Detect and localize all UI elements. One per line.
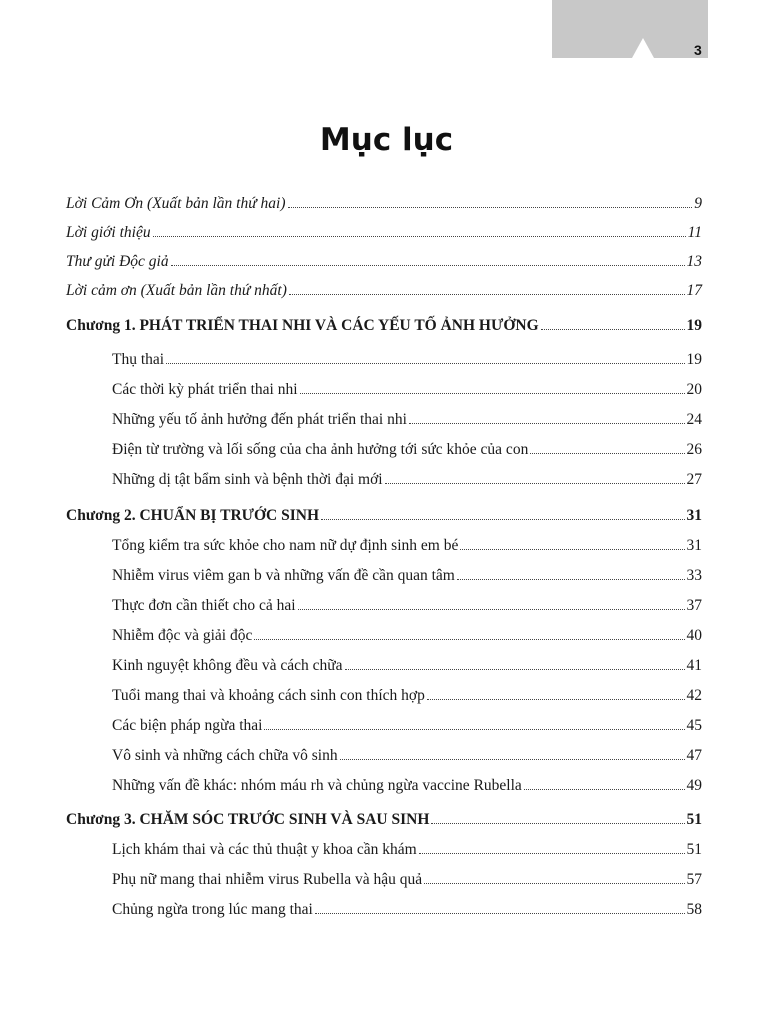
toc-entry-page: 11: [687, 224, 702, 241]
toc-section-page: 45: [686, 717, 702, 734]
toc-entry-label: Thư gửi Độc giả: [66, 253, 169, 270]
dot-leader: [409, 423, 685, 424]
toc-section-label: Các biện pháp ngừa thai: [112, 717, 263, 734]
toc-section[interactable]: [112, 594, 702, 618]
dot-leader: [321, 519, 684, 520]
page-corner-tab: [552, 0, 708, 58]
dot-leader: [289, 294, 685, 295]
toc-section-page: 49: [686, 777, 702, 794]
dot-leader: [153, 236, 686, 237]
toc-chapter-label: Chương 3. CHĂM SÓC TRƯỚC SINH VÀ SAU SINH: [66, 811, 430, 828]
toc-chapter-label: Chương 2. CHUẨN BỊ TRƯỚC SINH: [66, 507, 320, 524]
dot-leader: [300, 393, 685, 394]
toc-section-page: 51: [686, 841, 702, 858]
dot-leader: [315, 913, 685, 914]
toc-entry-label: Lời Cảm Ơn (Xuất bản lần thứ hai): [66, 195, 286, 212]
toc-section-label: Nhiễm virus viêm gan b và những vấn đề cần quan tâm: [112, 567, 455, 584]
dot-leader: [264, 729, 684, 730]
toc-chapter-3[interactable]: [66, 808, 702, 832]
page-title: Mục lục: [319, 122, 454, 158]
toc-section[interactable]: [112, 774, 702, 798]
toc-entry-page: 17: [686, 282, 702, 299]
toc-chapter-page: 19: [686, 317, 702, 334]
dot-leader: [460, 549, 684, 550]
toc-entry-front-3[interactable]: [66, 250, 702, 274]
toc-section[interactable]: [112, 898, 702, 922]
toc-section[interactable]: [112, 408, 702, 432]
toc-section[interactable]: [112, 654, 702, 678]
toc-chapter-1[interactable]: [66, 314, 702, 338]
toc-section[interactable]: [112, 744, 702, 768]
toc-chapter-label: Chương 1. PHÁT TRIỂN THAI NHI VÀ CÁC YẾU TỐ ẢNH HƯỞNG: [66, 317, 539, 334]
toc-section[interactable]: [112, 378, 702, 402]
toc-section[interactable]: [112, 564, 702, 588]
toc-section-page: 24: [686, 411, 702, 428]
dot-leader: [166, 363, 684, 364]
toc-section-label: Kinh nguyệt không đều và cách chữa: [112, 657, 343, 674]
dot-leader: [541, 329, 685, 330]
toc-entry-label: Lời giới thiệu: [66, 224, 151, 241]
toc-section[interactable]: [112, 684, 702, 708]
toc-section-page: 58: [686, 901, 702, 918]
toc-section-page: 27: [686, 471, 702, 488]
dot-leader: [298, 609, 685, 610]
toc-entry-page: 9: [694, 195, 702, 212]
dot-leader: [530, 453, 684, 454]
toc-section[interactable]: [112, 468, 702, 492]
toc-section[interactable]: [112, 868, 702, 892]
toc-chapter-2[interactable]: [66, 504, 702, 528]
toc-section-label: Thụ thai: [112, 351, 165, 368]
dot-leader: [457, 579, 685, 580]
toc-chapter-page: 51: [686, 811, 702, 828]
toc-section[interactable]: [112, 438, 702, 462]
dot-leader: [524, 789, 685, 790]
dot-leader: [424, 883, 684, 884]
toc-entry-front-1[interactable]: [66, 192, 702, 216]
toc-section-label: Vô sinh và những cách chữa vô sinh: [112, 747, 338, 764]
toc-section[interactable]: [112, 838, 702, 862]
dot-leader: [427, 699, 685, 700]
toc-chapter-page: 31: [686, 507, 702, 524]
toc-section-label: Những dị tật bẩm sinh và bệnh thời đại mới: [112, 471, 383, 488]
toc-section-page: 19: [686, 351, 702, 368]
toc-entry-front-4[interactable]: [66, 279, 702, 303]
toc-entry-front-2[interactable]: [66, 221, 702, 245]
toc-section[interactable]: [112, 348, 702, 372]
toc-section-page: 26: [686, 441, 702, 458]
toc-entry-page: 13: [686, 253, 702, 270]
toc-section-page: 20: [686, 381, 702, 398]
toc-section-page: 31: [686, 537, 702, 554]
toc-section-label: Những vấn đề khác: nhóm máu rh và chủng ngừa vaccine Rubella: [112, 777, 522, 794]
toc-section-label: Các thời kỳ phát triển thai nhi: [112, 381, 298, 398]
toc-section-label: Lịch khám thai và các thủ thuật y khoa cần khám: [112, 841, 417, 858]
dot-leader: [340, 759, 685, 760]
toc-section-label: Tuổi mang thai và khoảng cách sinh con thích hợp: [112, 687, 425, 704]
toc-section-page: 33: [686, 567, 702, 584]
dot-leader: [419, 853, 685, 854]
toc-section-page: 40: [686, 627, 702, 644]
toc-section-page: 57: [686, 871, 702, 888]
triangle-icon: [632, 38, 654, 58]
toc-section-label: Tổng kiểm tra sức khỏe cho nam nữ dự định sinh em bé: [112, 537, 459, 554]
toc-section[interactable]: [112, 534, 702, 558]
dot-leader: [171, 265, 685, 266]
dot-leader: [288, 207, 693, 208]
toc-section-page: 47: [686, 747, 702, 764]
toc-section-page: 42: [686, 687, 702, 704]
dot-leader: [345, 669, 685, 670]
toc-section[interactable]: [112, 624, 702, 648]
toc-section-label: Thực đơn cần thiết cho cả hai: [112, 597, 296, 614]
toc-section-label: Chủng ngừa trong lúc mang thai: [112, 901, 313, 918]
toc-section[interactable]: [112, 714, 702, 738]
toc-section-page: 37: [686, 597, 702, 614]
toc-section-label: Điện từ trường và lối sống của cha ảnh hưởng tới sức khỏe của con: [112, 441, 529, 458]
toc-entry-label: Lời cảm ơn (Xuất bản lần thứ nhất): [66, 282, 287, 299]
toc-section-label: Phụ nữ mang thai nhiễm virus Rubella và hậu quả: [112, 871, 423, 888]
toc-section-label: Nhiễm độc và giải độc: [112, 627, 253, 644]
dot-leader: [385, 483, 685, 484]
toc-section-page: 41: [686, 657, 702, 674]
dot-leader: [254, 639, 684, 640]
page-number: 3: [694, 42, 702, 58]
dot-leader: [431, 823, 684, 824]
toc-section-label: Những yếu tố ảnh hưởng đến phát triển thai nhi: [112, 411, 407, 428]
